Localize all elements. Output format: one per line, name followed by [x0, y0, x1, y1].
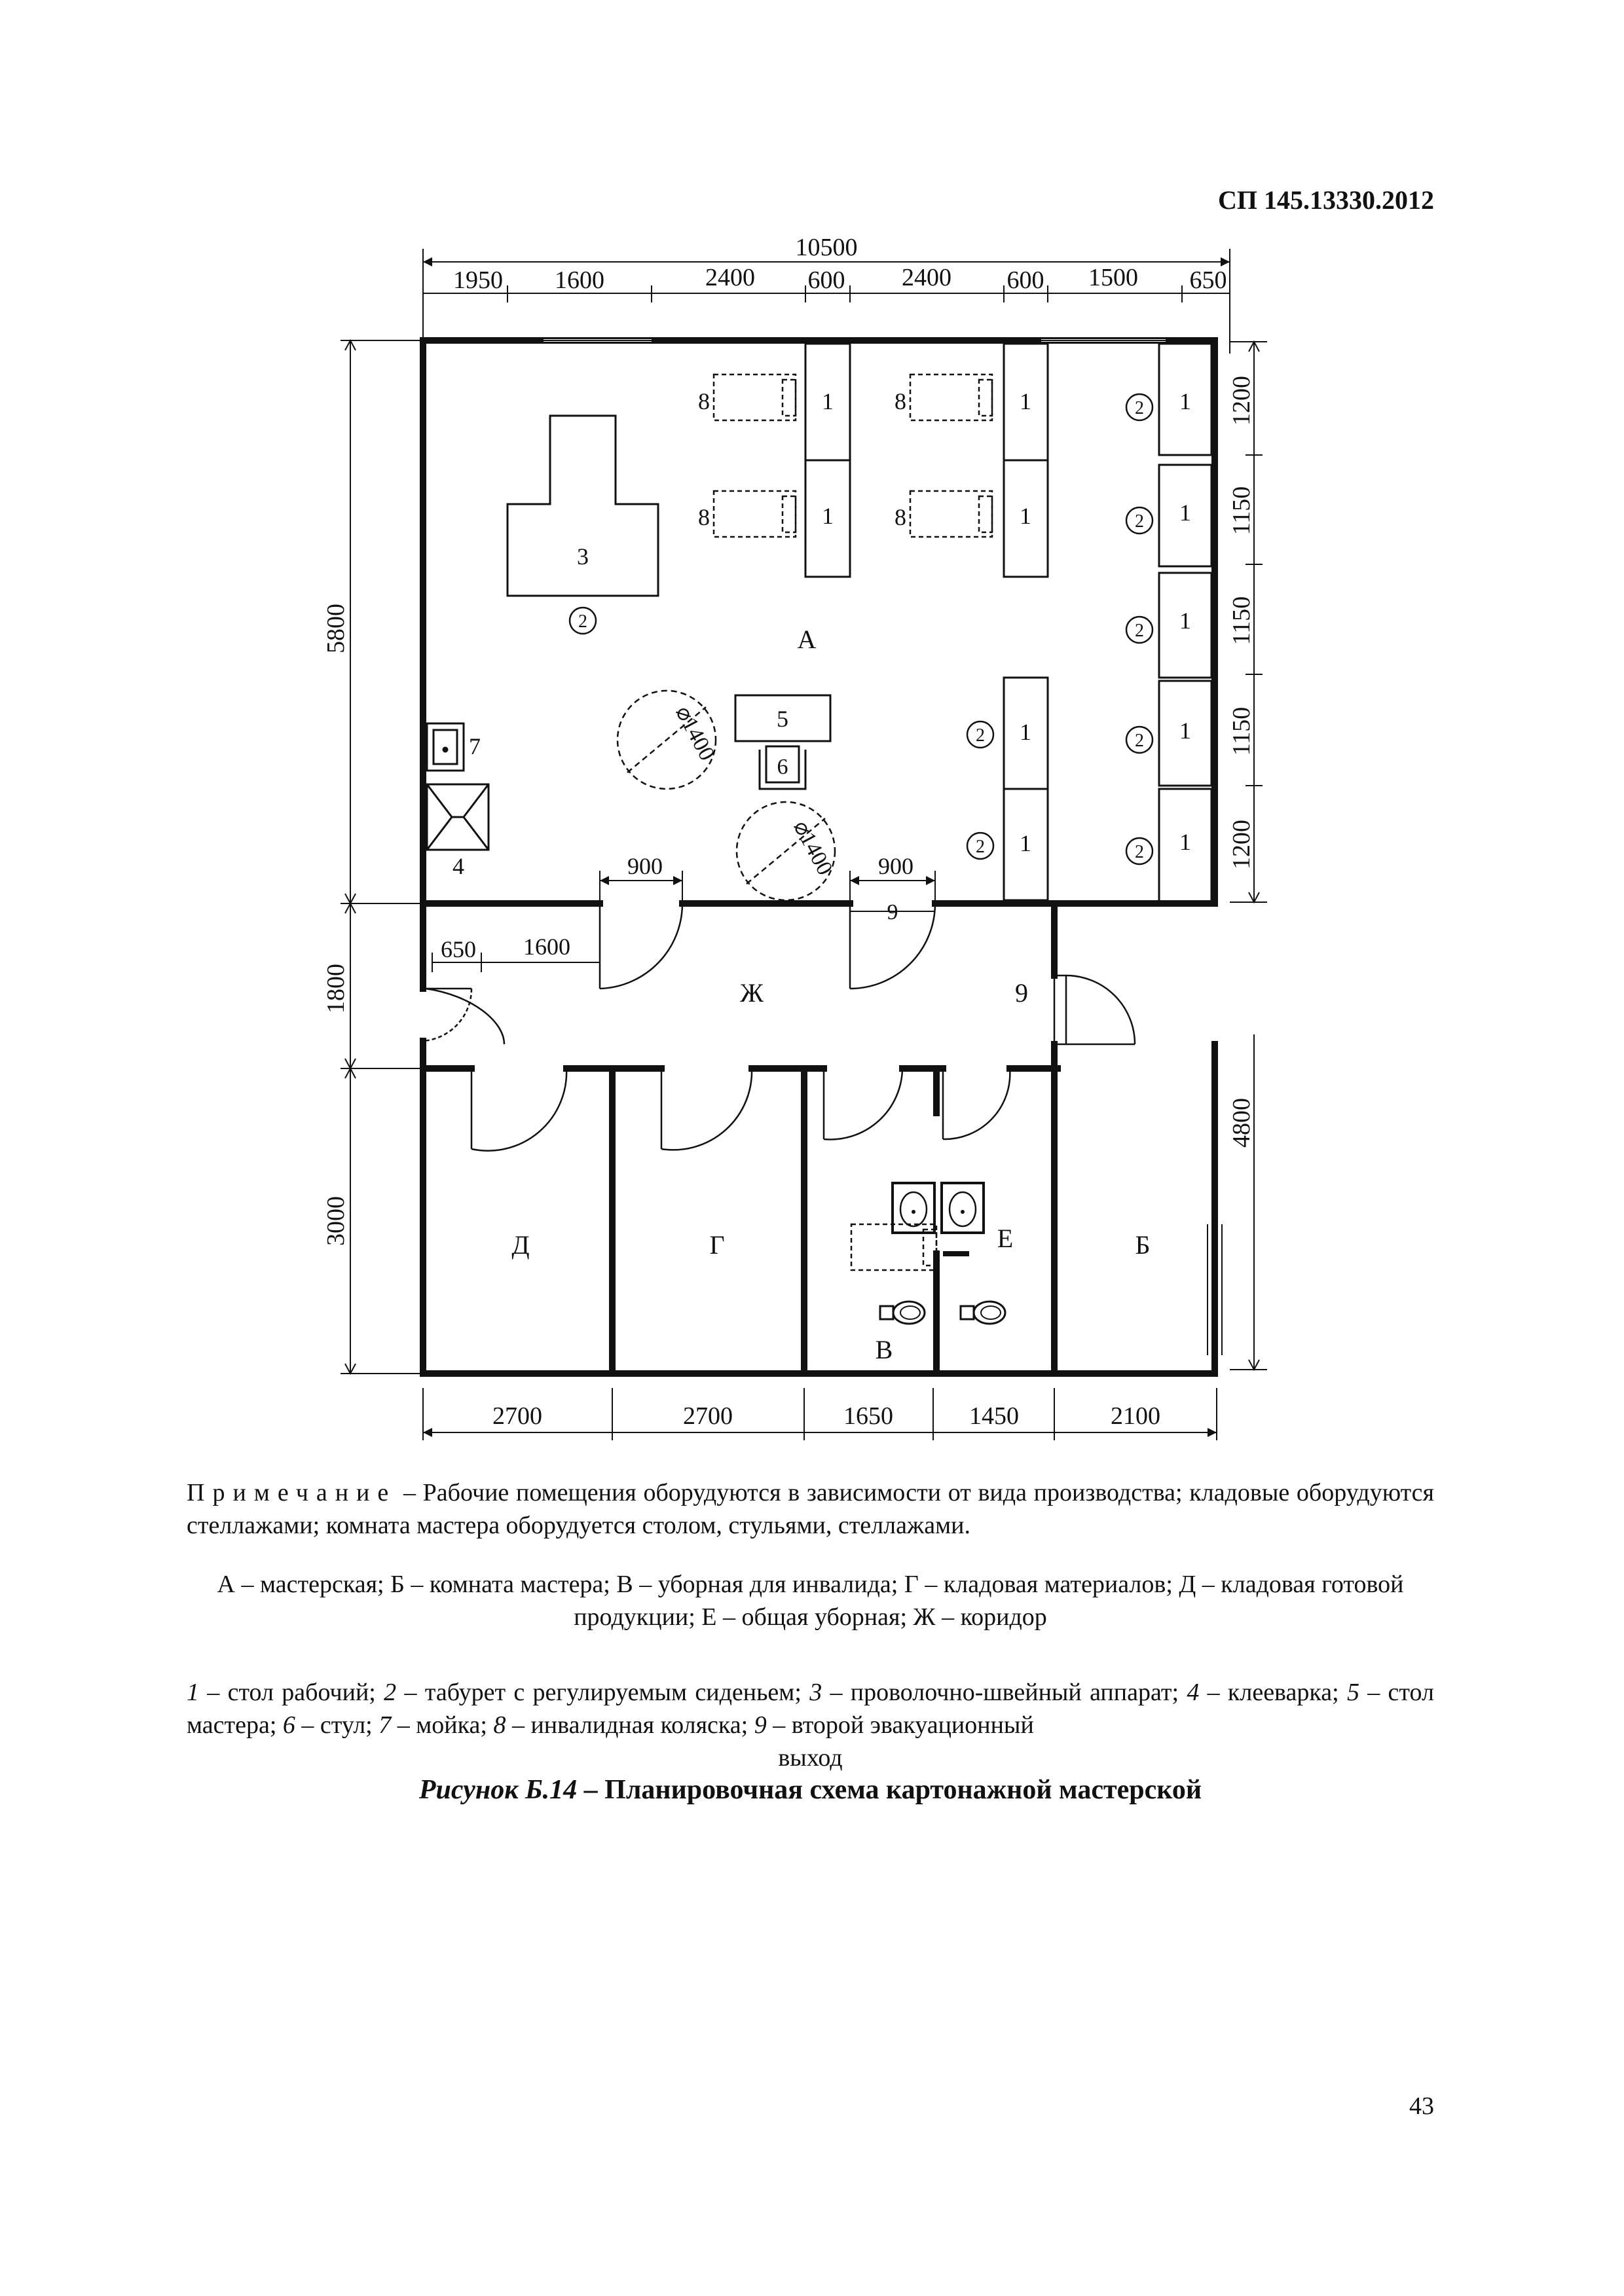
note	[187, 1476, 1434, 1542]
dim-bottom-2: 2700	[683, 1402, 733, 1430]
sink-common-wc	[942, 1183, 984, 1233]
table-label-11: 1	[1179, 829, 1191, 855]
table-label-2: 1	[822, 503, 834, 529]
table-label-7: 1	[1179, 388, 1191, 414]
label-exit-9-wall: 9	[887, 900, 898, 924]
legend-num: 9	[754, 1711, 767, 1739]
dim-right-3: 1150	[1228, 596, 1255, 646]
turn-circle-label-1: ⌀1400	[671, 702, 720, 765]
stool-label-3: 2	[976, 837, 985, 857]
legend-item: – стул;	[295, 1711, 379, 1739]
room-label-D: Д	[511, 1230, 530, 1260]
page-number: 43	[1409, 2092, 1434, 2120]
table-label-8: 1	[1179, 500, 1191, 526]
toilet-accessible-wc	[880, 1302, 925, 1324]
legend-num: 7	[378, 1711, 392, 1739]
dim-right-master-room: 4800	[1228, 1098, 1255, 1148]
legend-equipment	[187, 1676, 1434, 1774]
dim-top-3: 2400	[705, 264, 755, 291]
stools	[570, 394, 1153, 864]
corridor-dim-door: 1600	[523, 934, 570, 960]
dim-right-4: 1150	[1228, 706, 1255, 756]
dim-bottom-3: 1650	[843, 1402, 893, 1430]
stool-label-5: 2	[1135, 511, 1144, 532]
room-label-G: Г	[709, 1230, 725, 1260]
legend-item: – стол рабочий;	[199, 1679, 384, 1706]
dim-top-5: 2400	[902, 264, 951, 291]
dim-bottom-1: 2700	[492, 1402, 542, 1430]
legend-num: 8	[493, 1711, 506, 1739]
master-table-label: 5	[777, 706, 788, 732]
legend-num: 4	[1187, 1679, 1200, 1706]
legend-num: 1	[187, 1679, 199, 1706]
dim-right-2: 1150	[1228, 486, 1255, 536]
legend-item: – инвалидная коляска;	[506, 1711, 754, 1739]
toilet-common-wc	[961, 1302, 1005, 1324]
sink	[427, 723, 464, 771]
stool-label-1: 2	[578, 611, 587, 632]
legend-num: 5	[1346, 1679, 1359, 1706]
stitcher-label: 3	[577, 543, 589, 570]
legend-item: – табурет с регулируемым сиденьем;	[396, 1679, 810, 1706]
dim-left-corridor: 1800	[322, 964, 350, 1013]
dim-top-8: 650	[1189, 266, 1227, 294]
table-label-10: 1	[1179, 718, 1191, 744]
left-dimension-chain	[341, 340, 423, 1374]
room-label-A: А	[797, 625, 817, 654]
legend-item: – клееварка;	[1199, 1679, 1347, 1706]
room-label-B: Б	[1135, 1230, 1151, 1260]
stool-label-7: 2	[1135, 731, 1144, 751]
dim-right-5: 1200	[1228, 820, 1255, 869]
note-label: Примечание	[187, 1479, 397, 1506]
room-label-Zh: Ж	[740, 978, 764, 1008]
legend-num: 6	[282, 1711, 295, 1739]
wheelchair-label-4: 8	[895, 504, 906, 530]
table-label-4: 1	[1020, 503, 1031, 529]
stool-label-8: 2	[1135, 842, 1144, 862]
dim-top-1: 1950	[453, 266, 503, 294]
turn-circle-label-2: ⌀1400	[788, 816, 838, 879]
dim-left-workshop: 5800	[322, 604, 350, 653]
table-label-6: 1	[1020, 830, 1031, 856]
chair-label: 6	[777, 755, 788, 779]
label-exit-9-corridor: 9	[1015, 978, 1028, 1008]
table-label-3: 1	[1020, 388, 1031, 414]
door-dim-1: 900	[627, 853, 663, 879]
dim-left-storage: 3000	[322, 1196, 350, 1246]
figure-caption	[187, 1774, 1434, 1806]
table-label-1: 1	[822, 388, 834, 414]
document-code: СП 145.13330.2012	[1218, 185, 1434, 215]
stool-label-2: 2	[976, 725, 985, 746]
wheelchair-label-1: 8	[698, 388, 710, 414]
gluer-label: 4	[452, 853, 464, 879]
dim-top-7: 1500	[1088, 264, 1138, 291]
dim-top-4: 600	[807, 266, 845, 294]
legend-item: – второй эвакуационный	[766, 1711, 1034, 1739]
sink-label: 7	[469, 733, 481, 759]
table-label-9: 1	[1179, 608, 1191, 634]
dim-bottom-5: 2100	[1111, 1402, 1160, 1430]
caption-title: – Планировочная схема картонажной мастерской	[577, 1775, 1202, 1805]
sink-accessible-wc	[893, 1183, 934, 1233]
door-dimensions	[432, 871, 935, 972]
corridor-dim-offset: 650	[441, 936, 476, 962]
dim-top-6: 600	[1006, 266, 1044, 294]
wheelchair-label-3: 8	[895, 388, 906, 414]
note-text: – Рабочие помещения оборудуются в зависимости от вида производства; кладовые оборудуются стеллажами; комната мастера оборудуется столом, стульями, стеллажами.	[187, 1479, 1434, 1539]
dim-right-1: 1200	[1228, 376, 1255, 426]
legend-num: 2	[384, 1679, 397, 1706]
dim-bottom-4: 1450	[969, 1402, 1019, 1430]
legend-item: – проволочно-швейный аппарат;	[822, 1679, 1187, 1706]
glue-cooker	[427, 784, 489, 850]
door-dim-2: 900	[878, 853, 913, 879]
stool-label-4: 2	[1135, 398, 1144, 418]
stool-label-6: 2	[1135, 621, 1144, 641]
legend-item: – мойка;	[391, 1711, 494, 1739]
caption-label: Рисунок Б.14	[418, 1775, 578, 1805]
room-label-V: В	[875, 1335, 893, 1364]
legend-tail: выход	[778, 1744, 843, 1772]
table-label-5: 1	[1020, 719, 1031, 745]
dim-top-2: 1600	[555, 266, 604, 294]
wheelchair-label-2: 8	[698, 504, 710, 530]
legend-item: – стол мастера;	[187, 1679, 1434, 1739]
room-label-E: Е	[997, 1224, 1014, 1253]
legend-rooms: А – мастерская; Б – комната мастера; В – уборная для инвалида; Г – кладовая материалов; Д – кладовая готовой продукции; Е – общая уборная; Ж – коридор	[217, 1571, 1404, 1631]
dim-total-width: 10500	[795, 234, 858, 261]
legend-num: 3	[809, 1679, 822, 1706]
